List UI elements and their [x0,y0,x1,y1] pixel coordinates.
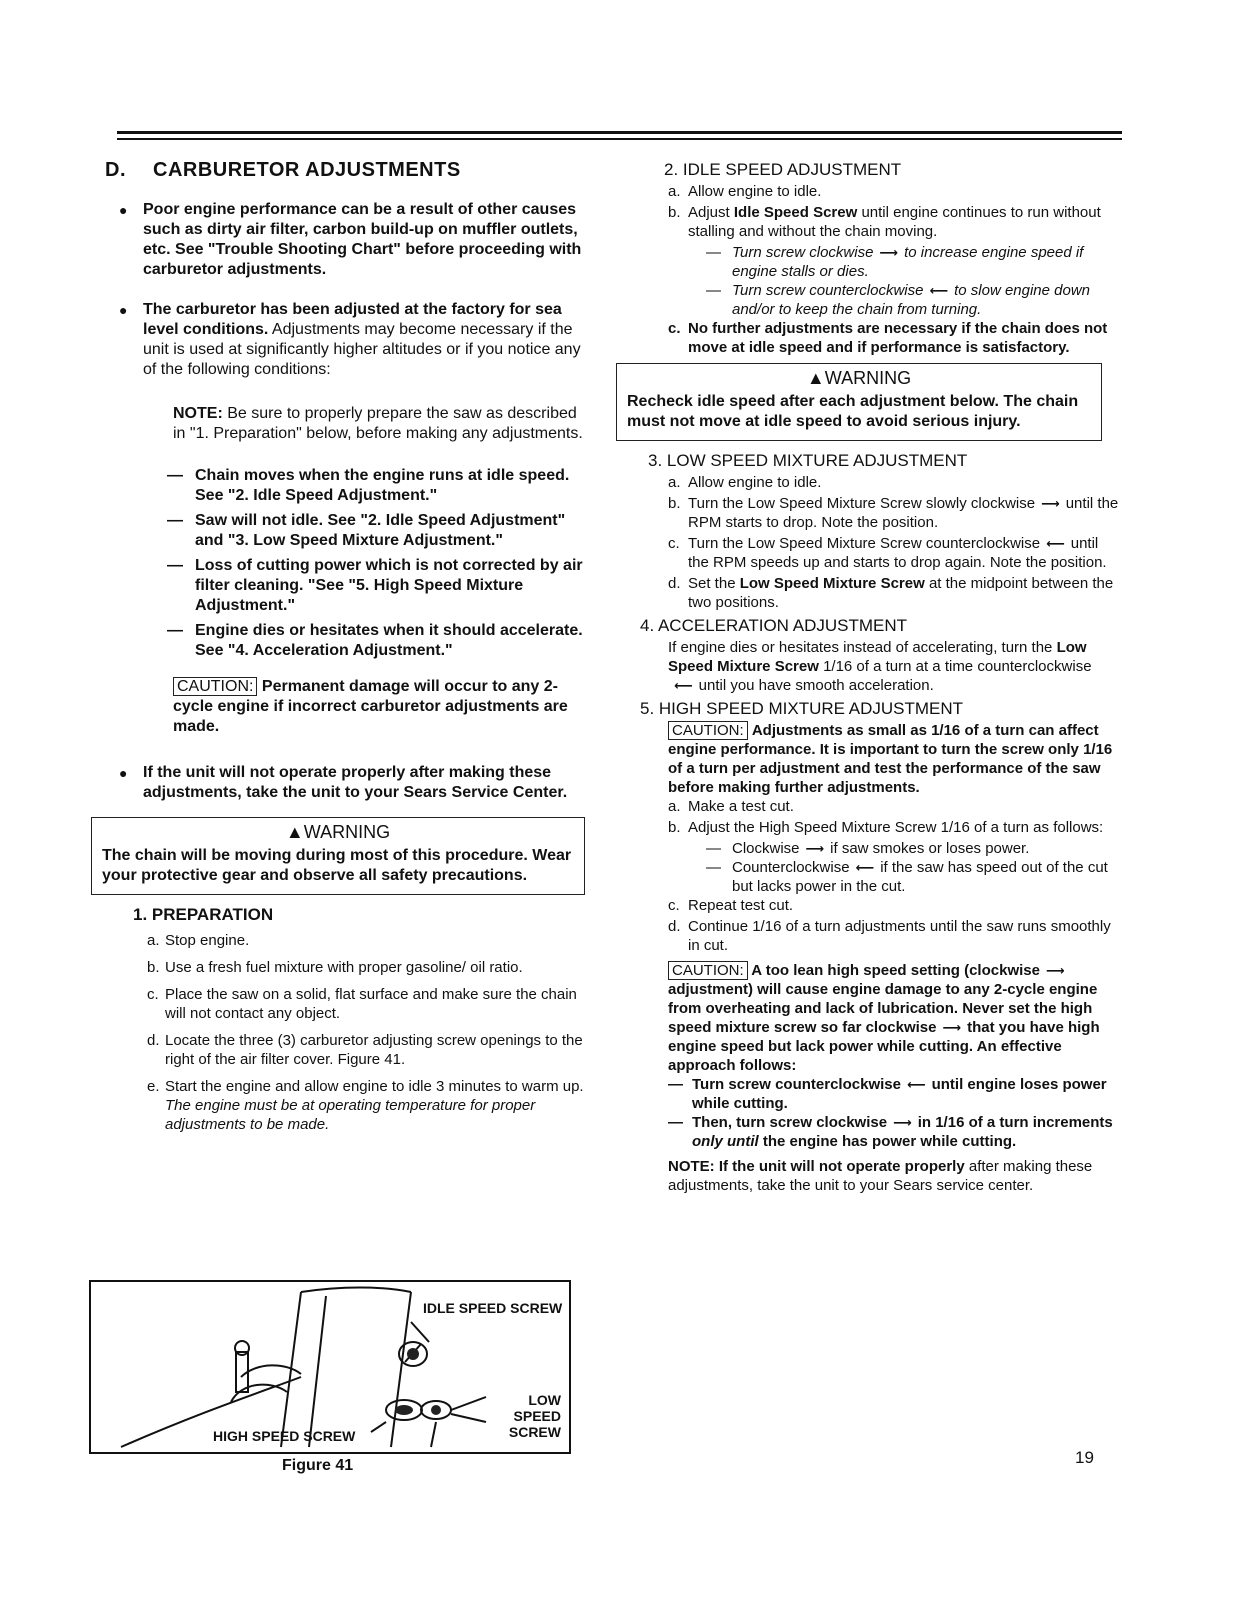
para-text: 1/16 of a turn at a time counterclockwise [823,658,1092,675]
step-text: Start the engine and allow engine to idle 3 minutes to warm up. [165,1078,584,1095]
condition-text: Engine dies or hesitates when it should accelerate. See "4. Acceleration Adjustment." [195,622,583,659]
step-text: at the midpoint between the two positions. [688,575,1114,611]
item-text: if the saw has speed out of the cut but lacks power in the cut. [732,859,1108,895]
low-step-a: a. Allow engine to idle. [668,474,822,491]
idle-speed-title: 2. IDLE SPEED ADJUSTMENT [664,160,902,179]
idle-clockwise-item: — Turn screw clockwise ⟶ to increase engine speed if engine stalls or dies. [706,244,1084,280]
item-text: if saw smokes or loses power. [830,840,1030,857]
caution-text: adjustment) will cause engine damage to any 2-cycle engine from overheating and lack of lubrication. Never set the high speed mixture screw so far clockwise [668,981,1098,1036]
idle-counterclockwise-item: — Turn screw counterclockwise ⟵ to slow engine down and/or to keep the chain from turning. [706,282,1091,318]
prep-step [105,958,585,977]
approach-step-2: — Then, turn screw clockwise ⟶ in 1/16 of a turn increments only until the engine has power while cutting. [668,1114,1113,1150]
prep-step [105,1031,585,1069]
item-text: Clockwise [732,840,800,857]
note-preparation [105,404,585,444]
caution-label: CAUTION: [173,677,257,696]
warning-text: Recheck idle speed after each adjustment below. The chain must not move at idle speed to avoid serious injury. [627,393,1079,430]
caution-too-lean [640,961,1120,1075]
high-speed-title: 5. HIGH SPEED MIXTURE ADJUSTMENT [640,699,964,718]
prep-step [105,1077,585,1134]
bullet-icon: ● [119,302,128,318]
high-step-a: a. Make a test cut. [668,798,794,815]
right-column [627,160,1120,1195]
idle-step-b: b. Adjust Idle Speed Screw until engine continues to run without stalling and without the chain moving. [668,204,1101,240]
acceleration-title: 4. ACCELERATION ADJUSTMENT [640,616,908,635]
prep-step [105,985,585,1023]
clockwise-arrow-icon: ⟶ [893,1115,912,1130]
bullet-factory-adjusted [105,300,585,380]
warning-text: The chain will be moving during most of this procedure. Wear your protective gear and observe all safety precautions. [102,847,572,884]
item-text: Turn screw counterclockwise [732,282,924,299]
warning-heading [627,368,1091,388]
item-text: until engine loses power while cutting. [692,1076,1107,1112]
item-text: Then, turn screw clockwise [692,1114,888,1131]
step-italic-text: The engine must be at operating temperature for proper adjustments to be made. [165,1097,536,1133]
figure-caption: Figure 41 [282,1457,354,1474]
bullet-poor-performance [105,200,585,280]
condition-text: Saw will not idle. See "2. Idle Speed Adjustment" and "3. Low Speed Mixture Adjustment." [195,512,566,549]
step-text: Locate the three (3) carburetor adjusting screw openings to the right of the air filter cover. Figure 41. [165,1032,583,1068]
step-text: Turn the Low Speed Mixture Screw slowly clockwise [688,495,1036,512]
step-text: Set the [688,575,736,592]
item-text: Turn screw counterclockwise [692,1076,901,1093]
high-step-b: b. Adjust the High Speed Mixture Screw 1/16 of a turn as follows: [668,819,1104,836]
approach-step-1: — Turn screw counterclockwise ⟵ until engine loses power while cutting. [668,1076,1107,1112]
item-text: Counterclockwise [732,859,850,876]
step-text: until the RPM starts to drop. Note the position. [688,495,1119,531]
warning-box-chain-moving [91,817,585,895]
clockwise-arrow-icon: ⟶ [1041,496,1060,511]
clockwise-arrow-icon: ⟶ [879,245,899,260]
idle-speed-screw-label: IDLE SPEED SCREW [423,1300,563,1316]
high-speed-caution [640,721,1120,797]
condition-text: Loss of cutting power which is not corrected by air filter cleaning. "See "5. High Speed Mixture Adjustment." [195,557,583,614]
bullet-bold-text: The carburetor has been adjusted at the factory for sea level conditions. [143,301,562,338]
step-letter: c. [147,986,159,1003]
caution-text: Adjustments as small as 1/16 of a turn can affect engine performance. It is important to turn the screw only 1/16 of a turn per adjustment and test the performance of the saw before making further adjustments. [668,722,1113,796]
high-counterclockwise-item: — Counterclockwise ⟵ if the saw has speed out of the cut but lacks power in the cut. [706,859,1108,895]
section-letter: D. [105,159,126,181]
step-text: until engine continues to run without stalling and without the chain moving. [688,204,1101,240]
counterclockwise-arrow-icon: ⟵ [1046,536,1065,551]
warning-triangle-icon: ▲ [285,822,304,842]
acceleration-text [640,638,1120,695]
idle-step-a: a. Allow engine to idle. [668,183,822,200]
caution-text: Permanent damage will occur to any 2-cycle engine if incorrect carburetor adjustments are made. [173,678,568,735]
step-text: Repeat test cut. [688,897,794,914]
condition-item: — Saw will not idle. See "2. Idle Speed Adjustment" and "3. Low Speed Mixture Adjustment." [167,512,566,549]
preparation-section [105,905,585,1134]
note-text: Be sure to properly prepare the saw as described in "1. Preparation" below, before making any adjustments. [173,405,583,442]
step-text: Adjust the High Speed Mixture Screw 1/16 of a turn as follows: [688,819,1104,836]
bullet-text: Adjustments may become necessary if the unit is used at significantly higher altitudes or if you notice any of the following conditions: [143,321,581,378]
step-letter: a. [147,932,160,949]
caution-text: that you have high engine speed but lack power while cutting. An effective approach follows: [668,1019,1100,1074]
bullet-sears-service [105,763,585,803]
item-text: the engine has power while cutting. [762,1133,1017,1150]
low-step-b: b. Turn the Low Speed Mixture Screw slowly clockwise ⟶ until the RPM starts to drop. Note the position. [668,495,1119,531]
clockwise-arrow-icon: ⟶ [942,1020,962,1035]
para-text: until you have smooth acceleration. [698,677,934,694]
top-rule-thick [117,131,1122,134]
final-note [640,1157,1120,1195]
item-text: in 1/16 of a turn increments [917,1114,1113,1131]
warning-box-recheck-idle [616,363,1102,441]
step-text: Allow engine to idle. [688,183,822,200]
page-number: 19 [1075,1448,1094,1467]
warning-heading [102,822,574,842]
top-rule-thin [117,138,1122,140]
counterclockwise-arrow-icon: ⟵ [855,860,875,875]
condition-item: — Engine dies or hesitates when it should accelerate. See "4. Acceleration Adjustment." [167,622,583,659]
warning-title: WARNING [303,822,391,842]
item-text: to increase engine speed if engine stalls or dies. [732,244,1084,280]
para-text: If engine dies or hesitates instead of accelerating, turn the [668,639,1053,656]
note-label: NOTE: [173,405,223,422]
caution-permanent-damage [105,677,585,737]
left-column [102,159,585,1136]
step-text: Continue 1/16 of a turn adjustments until the saw runs smoothly in cut. [688,918,1111,954]
counterclockwise-arrow-icon: ⟵ [906,1077,926,1092]
step-letter: e. [147,1078,160,1095]
note-label: NOTE: [668,1158,715,1175]
condition-item: — Chain moves when the engine runs at idle speed. See "2. Idle Speed Adjustment." [167,467,570,504]
caution-label: CAUTION: [668,721,748,740]
section-title-text: CARBURETOR ADJUSTMENTS [153,159,461,181]
counterclockwise-arrow-icon: ⟵ [929,283,949,298]
low-step-c: c. Turn the Low Speed Mixture Screw counterclockwise ⟵ until the RPM speeds up and starts to drop again. Note the position. [668,535,1107,571]
warning-triangle-icon: ▲ [806,368,825,388]
high-step-d: d. Continue 1/16 of a turn adjustments until the saw runs smoothly in cut. [668,918,1111,954]
para-bold-text: Low Speed Mixture Screw [668,639,1087,675]
low-speed-title: 3. LOW SPEED MIXTURE ADJUSTMENT [648,451,968,470]
high-clockwise-item: — Clockwise ⟶ if saw smokes or loses power. [706,840,1030,857]
note-bold-text: If the unit will not operate properly [718,1158,965,1175]
step-text: Adjust [688,204,730,221]
caution-text: A too lean high speed setting (clockwise [751,962,1040,979]
step-letter: d. [147,1032,160,1049]
step-text: No further adjustments are necessary if the chain does not move at idle speed and if performance is satisfactory. [688,320,1108,356]
step-text: Stop engine. [165,932,250,949]
low-step-d: d. Set the Low Speed Mixture Screw at the midpoint between the two positions. [668,575,1114,611]
condition-text: Chain moves when the engine runs at idle speed. See "2. Idle Speed Adjustment." [195,467,570,504]
high-step-c: c. Repeat test cut. [668,897,794,914]
warning-title: WARNING [824,368,912,388]
figure-41 [89,1280,571,1454]
step-text: Place the saw on a solid, flat surface and make sure the chain will not contact any object. [165,986,577,1022]
clockwise-arrow-icon: ⟶ [805,841,825,856]
bullet-icon: ● [119,202,128,218]
step-text: Turn the Low Speed Mixture Screw counterclockwise [688,535,1041,552]
step-text: Allow engine to idle. [688,474,822,491]
caution-label: CAUTION: [668,961,748,980]
step-letter: b. [147,959,160,976]
step-bold-text: Idle Speed Screw [733,204,858,221]
bullet-icon: ● [119,765,128,781]
bullet-text: If the unit will not operate properly after making these adjustments, take the unit to your Sears Service Center. [143,764,568,801]
counterclockwise-arrow-icon: ⟵ [674,678,693,693]
bullet-text: Poor engine performance can be a result of other causes such as dirty air filter, carbon build-up on muffler outlets, etc. See "Trouble Shooting Chart" before proceeding with carburetor adjustments. [143,201,582,278]
clockwise-arrow-icon: ⟶ [1045,963,1065,978]
note-text: after making these adjustments, take the unit to your Sears service center. [668,1158,1093,1194]
low-speed-screw-label: LOW SPEED SCREW [508,1392,561,1440]
item-text: Turn screw clockwise [732,244,874,261]
step-bold-text: Low Speed Mixture Screw [739,575,925,592]
high-speed-screw-label: HIGH SPEED SCREW [213,1428,356,1444]
step-text: Make a test cut. [688,798,794,815]
item-italic-text: only until [692,1133,759,1150]
condition-item: — Loss of cutting power which is not corrected by air filter cleaning. "See "5. High Speed Mixture Adjustment." [167,557,583,614]
step-text: Use a fresh fuel mixture with proper gasoline/ oil ratio. [165,959,523,976]
prep-step [105,931,585,950]
idle-step-c: c. No further adjustments are necessary if the chain does not move at idle speed and if performance is satisfactory. [668,320,1108,356]
preparation-title: 1. PREPARATION [133,905,274,924]
item-text: to slow engine down and/or to keep the chain from turning. [732,282,1091,318]
step-text: until the RPM speeds up and starts to drop again. Note the position. [688,535,1107,571]
section-title [105,160,585,180]
